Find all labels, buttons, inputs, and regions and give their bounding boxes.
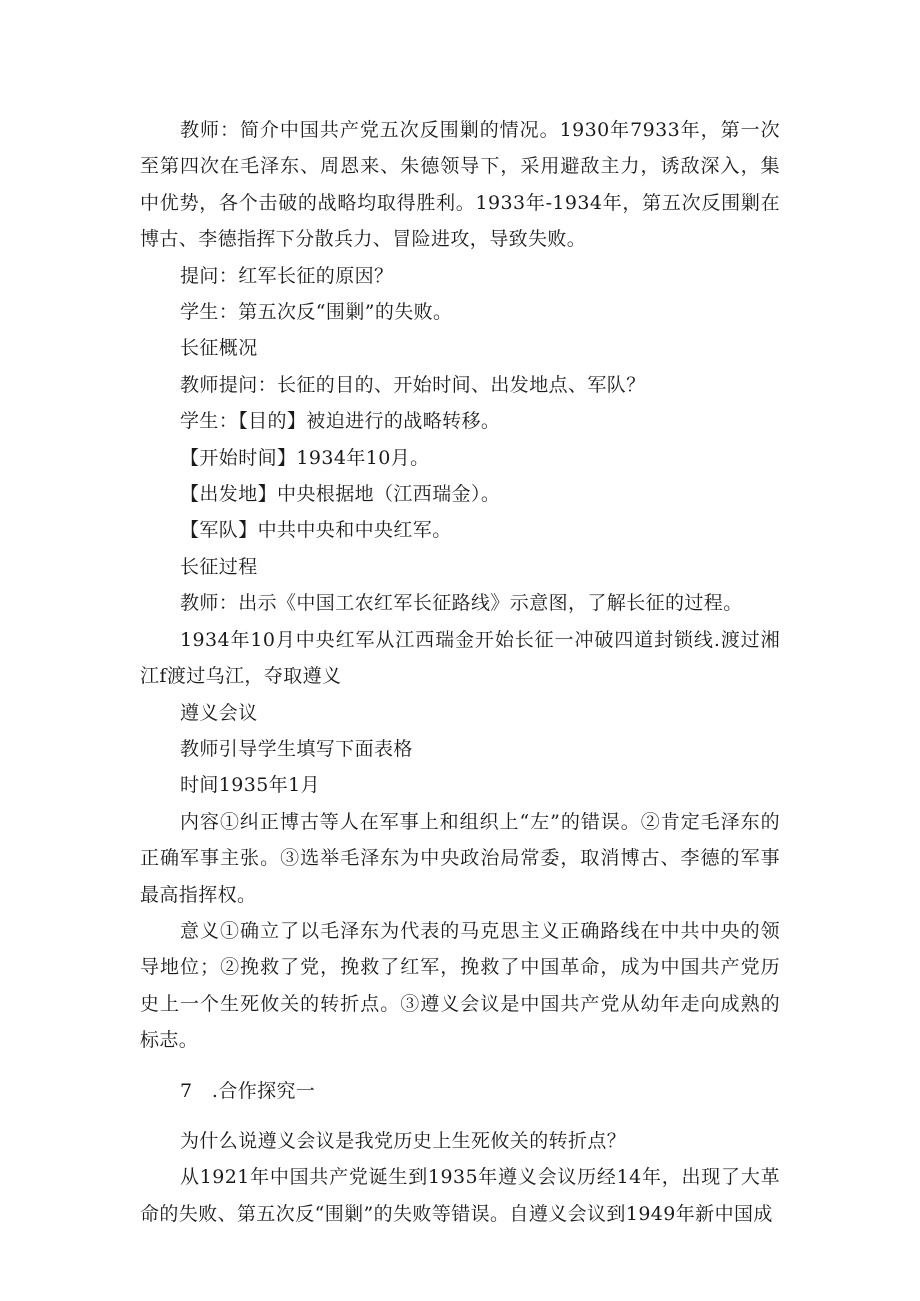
- paragraph-question-cause: 提问：红军长征的原因？: [180, 264, 394, 287]
- paragraph-departure: 【出发地】中央根据地（江西瑞金）。: [180, 483, 501, 506]
- heading-cooperative-inquiry: 7 .合作探究一: [180, 1079, 316, 1102]
- paragraph-inquiry-answer: 从1921年中国共产党诞生到1935年遵义会议历经14年，出现了大革命的失败、第五次反“围剿”的失败等错误。自遵义会议到1949年新中国成: [140, 1166, 780, 1225]
- paragraph-start-time: 【开始时间】1934年10月。: [180, 446, 430, 469]
- paragraph-teacher-question: 教师提问：长征的目的、开始时间、出发地点、军队？: [180, 373, 646, 396]
- paragraph-student-answer: 学生：第五次反“围剿”的失败。: [180, 301, 453, 324]
- heading-long-march-process: 长征过程: [180, 555, 258, 578]
- paragraph-five-campaigns: 教师：简介中国共产党五次反围剿的情况。1930年7933年，第一次至第四次在毛泽东、周恩来、朱德领导下，采用避敌主力，诱敌深入，集中优势，各个击破的战略均取得胜利。1933年-1934年，第五次反围剿在博古、李德指挥下分散兵力、冒险进攻，导致失败。: [140, 119, 780, 251]
- paragraph-march-route: 1934年10月中央红军从江西瑞金开始长征一冲破四道封锁线.渡过湘江f渡过乌江，夺取遵义: [140, 628, 780, 688]
- paragraph-time: 时间1935年1月: [180, 774, 321, 797]
- paragraph-fill-table: 教师引导学生填写下面表格: [180, 737, 413, 760]
- paragraph-army: 【军队】中共中央和中央红军。: [180, 519, 452, 542]
- paragraph-inquiry-question: 为什么说遵义会议是我党历史上生死攸关的转折点？: [180, 1129, 627, 1152]
- heading-long-march-overview: 长征概况: [180, 337, 258, 360]
- paragraph-significance: 意义①确立了以毛泽东为代表的马克思主义正确路线在中共中央的领导地位；②挽救了党，挽救了红军，挽救了中国革命，成为中国共产党历史上一个生死攸关的转折点。③遵义会议是中国共产党从幼年走向成熟的标志。: [140, 919, 780, 1052]
- paragraph-show-map: 教师：出示《中国工农红军长征路线》示意图，了解长征的过程。: [180, 592, 743, 615]
- document-body: [140, 112, 780, 1232]
- heading-zunyi-conference: 遵义会议: [180, 701, 258, 724]
- paragraph-content: 内容①纠正博古等人在军事上和组织上“左”的错误。②肯定毛泽东的正确军事主张。③选举毛泽东为中央政治局常委，取消博古、李德的军事最高指挥权。: [140, 810, 780, 906]
- paragraph-purpose: 学生：【目的】被迫进行的战略转移。: [180, 410, 501, 433]
